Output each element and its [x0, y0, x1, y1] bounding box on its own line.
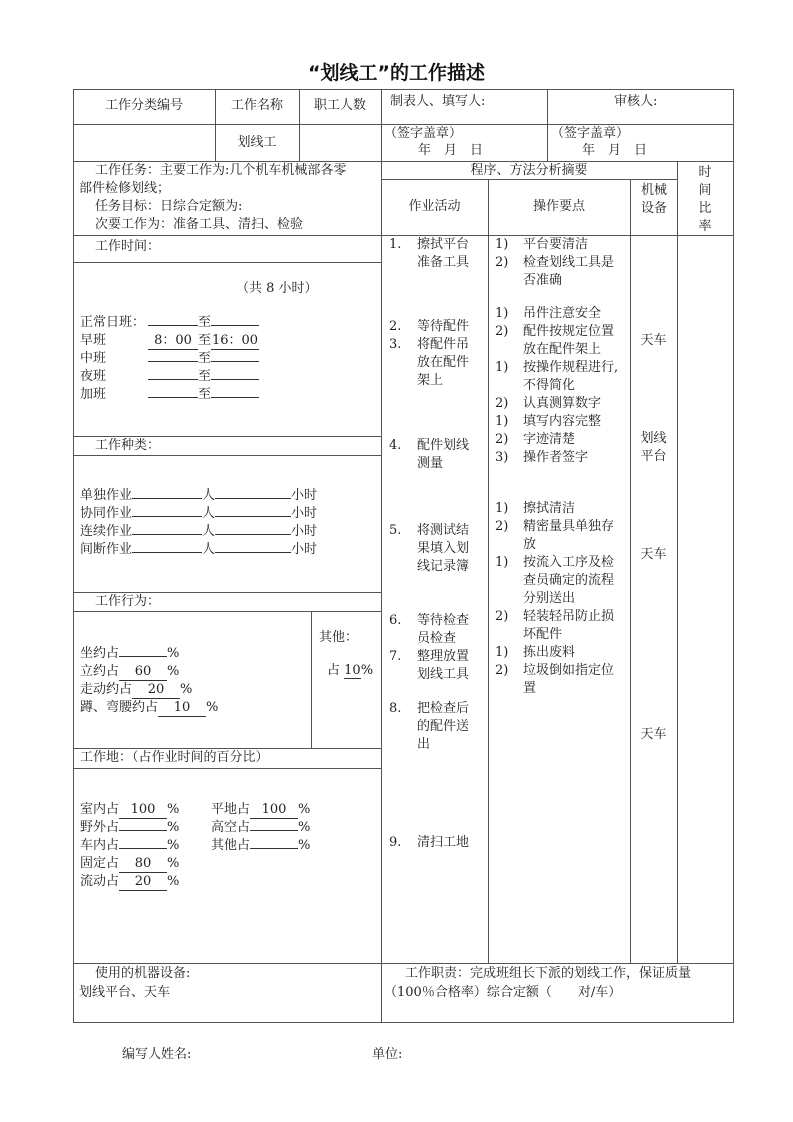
shift-label: 加班: [80, 387, 107, 402]
activity-text: 等待检查: [417, 613, 470, 628]
work-type-row: [80, 523, 317, 541]
activity-text: 整理放置: [417, 649, 470, 664]
machines-value: 划线平台、天车: [79, 985, 171, 1000]
equipment-text: 平台: [640, 449, 667, 464]
point-number: 2): [495, 519, 509, 534]
point-number: 1): [495, 306, 509, 321]
point-text: 置: [523, 681, 537, 696]
activity-text: 放在配件: [417, 355, 470, 370]
activity-text: 准备工具: [417, 255, 470, 270]
behavior-value: 20: [132, 682, 180, 699]
activity-text: 擦拭平台: [417, 237, 470, 252]
workplace-value: [119, 848, 167, 849]
activity-text: 把检查后: [417, 701, 470, 716]
shift-to: [211, 325, 259, 326]
workplace-label: 其他占: [211, 838, 251, 853]
shift-from: [148, 397, 198, 398]
point-text: 按操作规程进行,: [523, 360, 619, 375]
machines-label: 使用的机器设备:: [95, 966, 191, 981]
work-type-hours: [215, 516, 291, 517]
percent-sign: %: [298, 802, 311, 817]
col-equipment: 机械设备: [640, 183, 667, 216]
point-text: 坏配件: [523, 627, 563, 642]
workplace-value: 100: [250, 802, 298, 819]
point-text: 垃圾倒如指定位: [523, 663, 615, 678]
person-unit: 人: [202, 542, 216, 557]
work-type-hours: [215, 534, 291, 535]
equipment-text: 划线: [640, 431, 667, 446]
workplace-label: 平地占: [211, 802, 251, 817]
work-type-hours: [215, 552, 291, 553]
point-number: 2): [495, 663, 509, 678]
percent-sign: %: [167, 664, 180, 679]
shift-from: 8：00: [148, 333, 198, 350]
workplace-label: 车内占: [80, 838, 120, 853]
workplace-label: 工作地：（占作业时间的百分比）: [80, 750, 269, 765]
task-line2: 部件检修划线；: [79, 181, 171, 196]
percent-sign: %: [167, 820, 180, 835]
point-text: 轻装轻吊防止损: [523, 609, 615, 624]
activity-number: 6.: [389, 613, 402, 628]
point-text: 分别送出: [523, 591, 576, 606]
header-count: 职工人数: [313, 98, 366, 113]
work-type-row: [80, 541, 317, 559]
work-time-total: （共 8 小时）: [236, 281, 318, 296]
point-text: 精密量具单独存: [523, 519, 615, 534]
behavior-row: [80, 645, 179, 663]
shift-to-label: 至: [198, 369, 212, 384]
equipment-text: 天车: [640, 727, 667, 742]
percent-sign: %: [167, 802, 180, 817]
percent-sign: %: [167, 838, 180, 853]
work-type-label: 间断作业: [80, 542, 133, 557]
point-text: 放在配件架上: [523, 342, 602, 357]
other-value: 10: [344, 663, 361, 678]
equipment-text: 天车: [640, 547, 667, 562]
activity-number: 2.: [389, 319, 402, 334]
point-number: 2): [495, 396, 509, 411]
point-text: 按流入工序及检: [523, 555, 615, 570]
percent-sign: %: [167, 646, 180, 661]
person-unit: 人: [202, 524, 216, 539]
activity-number: 7.: [389, 649, 402, 664]
hours-unit: 小时: [291, 506, 318, 521]
point-number: 2): [495, 432, 509, 447]
point-number: 1): [495, 360, 509, 375]
activity-number: 9.: [389, 835, 402, 850]
behavior-label: 坐约占: [80, 646, 120, 661]
task-line4: 次要工作为：准备工具、清扫、检验: [95, 217, 304, 232]
percent-sign: %: [206, 700, 219, 715]
point-text: 操作者签字: [523, 450, 589, 465]
behavior-row: [80, 699, 218, 717]
percent-sign: %: [298, 820, 311, 835]
duty-line2: （100％合格率）综合定额（ 对/车）: [384, 985, 622, 1000]
work-type-persons: [132, 498, 202, 499]
point-text: 拣出废料: [523, 645, 576, 660]
point-text: 否准确: [523, 273, 563, 288]
shift-row: [80, 332, 259, 350]
shift-to: [211, 379, 259, 380]
point-text: 查员确定的流程: [523, 573, 615, 588]
header-code: 工作分类编号: [104, 98, 183, 113]
activity-text: 的配件送: [417, 719, 470, 734]
analysis-heading: 程序、方法分析摘要: [470, 163, 588, 178]
workplace-label: 野外占: [80, 820, 120, 835]
work-type-row: [80, 487, 317, 505]
shift-to-label: 至: [198, 333, 212, 348]
activity-number: 8.: [389, 701, 402, 716]
activity-text: 将测试结: [417, 523, 470, 538]
col-points: 操作要点: [532, 199, 585, 214]
work-type-label: 协同作业: [80, 506, 133, 521]
shift-from: [148, 379, 198, 380]
workplace-label: 高空占: [211, 820, 251, 835]
job-name-value: 划线工: [237, 135, 277, 150]
workplace-row: [80, 819, 179, 837]
hours-unit: 小时: [291, 542, 318, 557]
activity-text: 果填入划: [417, 541, 470, 556]
behavior-label: 立约占: [80, 664, 120, 679]
shift-row: [80, 368, 259, 386]
preparer-date: 年 月 日: [418, 143, 484, 158]
behavior-value: [119, 656, 167, 657]
person-unit: 人: [202, 506, 216, 521]
point-text: 平台要清洁: [523, 237, 589, 252]
other-prefix: 占: [327, 663, 341, 678]
activity-number: 5.: [389, 523, 402, 538]
point-number: 1): [495, 645, 509, 660]
point-number: 2): [495, 255, 509, 270]
shift-label: 正常日班：: [80, 315, 146, 330]
activity-number: 3.: [389, 337, 402, 352]
point-text: 不得简化: [523, 378, 576, 393]
task-line1: 工作任务：主要工作为:几个机车机械部各零: [95, 163, 347, 178]
percent-sign: %: [180, 682, 193, 697]
point-text: 字迹清楚: [523, 432, 576, 447]
work-type-persons: [132, 552, 202, 553]
percent-sign: %: [167, 856, 180, 871]
unit-label: 单位:: [372, 1047, 403, 1062]
reviewer-date: 年 月 日: [582, 143, 648, 158]
activity-text: 划线工具: [417, 667, 470, 682]
activity-number: 4.: [389, 438, 402, 453]
preparer-label: 制表人、填写人:: [390, 94, 486, 109]
activity-text: 将配件吊: [417, 337, 470, 352]
work-type-label: 连续作业: [80, 524, 133, 539]
work-type-row: [80, 505, 317, 523]
behavior-row: [80, 663, 179, 681]
writer-name-label: 编写人姓名:: [122, 1047, 192, 1062]
work-type-persons: [132, 534, 202, 535]
behavior-other-value: [327, 662, 373, 680]
shift-to: [211, 361, 259, 362]
shift-from: [148, 361, 198, 362]
hours-unit: 小时: [291, 524, 318, 539]
activity-text: 测量: [417, 456, 444, 471]
shift-label: 中班: [80, 351, 107, 366]
activity-number: 1.: [389, 237, 402, 252]
workplace-row: [80, 837, 179, 855]
workplace-value: [250, 830, 298, 831]
workplace-value: 100: [119, 802, 167, 819]
point-text: 放: [523, 537, 537, 552]
workplace-row: [80, 855, 179, 873]
equipment-text: 天车: [640, 333, 667, 348]
shift-to: 16：00: [211, 333, 259, 348]
reviewer-label: 审核人:: [614, 94, 658, 109]
behavior-value: 60: [119, 664, 167, 681]
workplace-row: [211, 819, 310, 837]
shift-row: [80, 386, 259, 404]
percent-sign: %: [167, 874, 180, 889]
activity-text: 员检查: [417, 631, 457, 646]
work-type-hours: [215, 498, 291, 499]
duty-line1: 工作职责：完成班组长下派的划线工作，保证质量: [405, 966, 692, 981]
workplace-value: [250, 848, 298, 849]
activity-text: 配件划线: [417, 438, 470, 453]
workplace-row: [211, 801, 310, 819]
activity-text: 架上: [417, 373, 444, 388]
behavior-label: 走动约占: [80, 682, 133, 697]
point-text: 擦拭清洁: [523, 501, 576, 516]
shift-row: [80, 314, 259, 332]
point-text: 配件按规定位置: [523, 324, 615, 339]
person-unit: 人: [202, 488, 216, 503]
shift-to-label: 至: [198, 351, 212, 366]
shift-label: 夜班: [80, 369, 107, 384]
shift-row: [80, 350, 259, 368]
workplace-label: 固定占: [80, 856, 120, 871]
shift-to-label: 至: [198, 315, 212, 330]
activity-text: 线记录簿: [417, 559, 470, 574]
activity-text: 等待配件: [417, 319, 470, 334]
other-pct: %: [360, 663, 374, 678]
behavior-label: 蹲、弯腰约占: [80, 700, 159, 715]
behavior-value: 10: [158, 700, 206, 717]
point-number: 1): [495, 555, 509, 570]
workplace-row: [80, 873, 179, 891]
point-number: 1): [495, 237, 509, 252]
behavior-label: 工作行为：: [95, 594, 161, 609]
page-title: “划线工”的工作描述: [308, 62, 485, 84]
workplace-value: 20: [119, 874, 167, 891]
shift-to: [211, 397, 259, 398]
workplace-row: [80, 801, 179, 819]
workplace-value: [119, 830, 167, 831]
activity-text: 出: [417, 737, 431, 752]
header-name: 工作名称: [230, 98, 283, 113]
shift-label: 早班: [80, 333, 107, 348]
point-number: 2): [495, 609, 509, 624]
col-time-ratio: 时间比率: [698, 165, 712, 234]
workplace-label: 室内占: [80, 802, 120, 817]
point-number: 1): [495, 501, 509, 516]
task-line3: 任务目标：日综合定额为:: [95, 199, 243, 214]
point-text: 填写内容完整: [523, 414, 602, 429]
work-type-persons: [132, 516, 202, 517]
shift-from: [148, 325, 198, 326]
shift-to-label: 至: [198, 387, 212, 402]
point-number: 3): [495, 450, 509, 465]
point-text: 认真测算数字: [523, 396, 602, 411]
workplace-row: [211, 837, 310, 855]
workplace-value: 80: [119, 856, 167, 873]
point-text: 吊件注意安全: [523, 306, 602, 321]
behavior-row: [80, 681, 192, 699]
work-time-label: 工作时间：: [95, 239, 161, 254]
point-number: 2): [495, 324, 509, 339]
reviewer-sign: （签字盖章）: [551, 126, 630, 141]
point-text: 检查划线工具是: [523, 255, 615, 270]
col-activity: 作业活动: [408, 199, 461, 214]
behavior-other-label: 其他：: [319, 630, 359, 645]
work-type-label: 单独作业: [80, 488, 133, 503]
workplace-label: 流动占: [80, 874, 120, 889]
preparer-sign: （签字盖章）: [384, 126, 463, 141]
hours-unit: 小时: [291, 488, 318, 503]
work-type-label: 工作种类：: [95, 438, 161, 453]
percent-sign: %: [298, 838, 311, 853]
activity-text: 清扫工地: [417, 835, 470, 850]
point-number: 1): [495, 414, 509, 429]
